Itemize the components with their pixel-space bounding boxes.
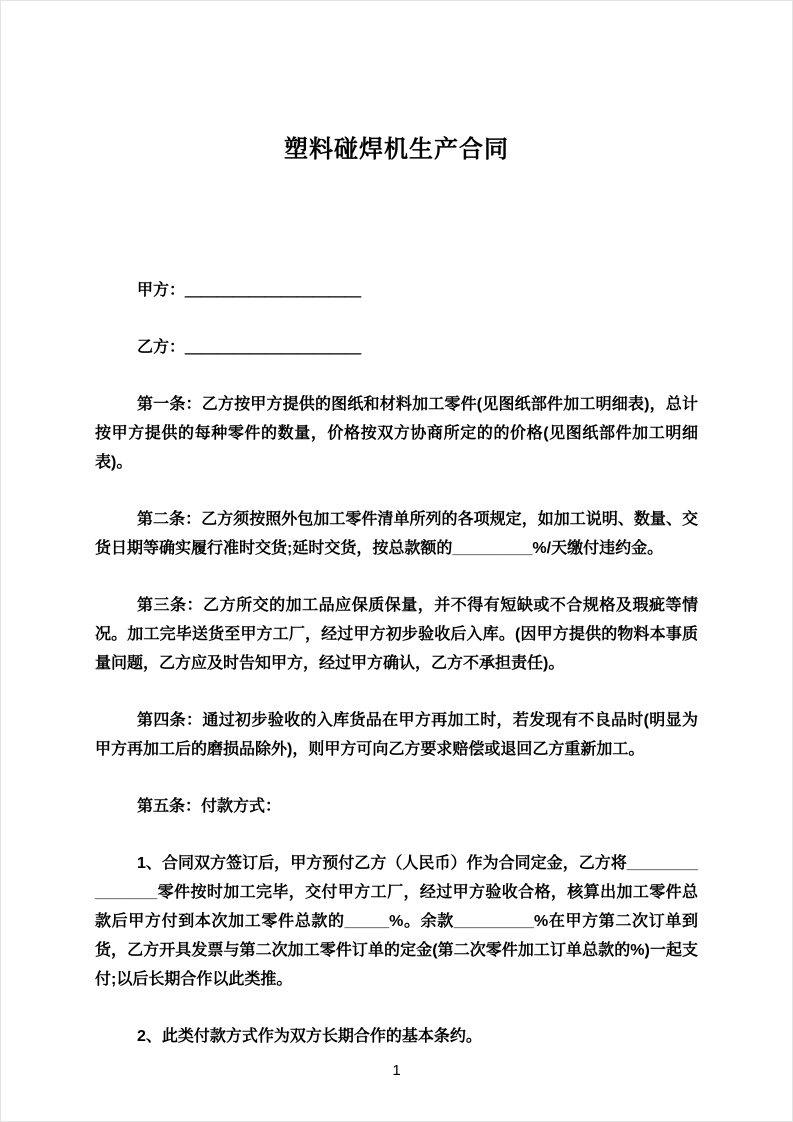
page-number: 1	[392, 1062, 401, 1079]
clause-1: 第一条：乙方按甲方提供的图纸和材料加工零件(见图纸部件加工明细表)，总计按甲方提供的每种零件的数量，价格按双方协商所定的的价格(见图纸部件加工明细表)。	[95, 396, 698, 471]
clause-4: 第四条：通过初步验收的入库货品在甲方再加工时，若发现有不良品时(明显为甲方再加工后的磨损品除外)，则甲方可向乙方要求赔偿或退回乙方重新加工。	[95, 712, 698, 758]
clause-2: 第二条：乙方须按照外包加工零件清单所列的各项规定，如加工说明、数量、交货日期等确实履行准时交货;延时交货，按总款额的_________%/天缴付违约金。	[95, 511, 698, 557]
document-title: 塑料碰焊机生产合同	[284, 136, 509, 163]
payment-terms-item-2: 2、此类付款方式作为双方长期合作的基本条约。	[137, 1028, 482, 1045]
clause-5-heading: 第五条：付款方式：	[137, 798, 282, 815]
party-b-line: 乙方：＿＿＿＿＿＿＿＿＿＿＿	[137, 339, 362, 356]
clause-3: 第三条：乙方所交的加工品应保质保量，并不得有短缺或不合规格及瑕疵等情况。加工完毕送货至甲方工厂，经过甲方初步验收后入库。(因甲方提供的物料本事质量问题，乙方应及时告知甲方，经过甲方确认，乙方不承担责任)。	[95, 597, 698, 672]
contract-clauses	[95, 390, 698, 1051]
parties-section	[95, 276, 698, 362]
payment-terms-item-1: 1、合同双方签订后，甲方预付乙方（人民币）作为合同定金，乙方将_______________零件按时加工完毕，交付甲方工厂，经过甲方验收合格，核算出加工零件总款后甲方付到本次加工零件总款的_____%。余款_________%在甲方第二次订单到货，乙方开具发票与第二次加工零件订单的定金(第二次零件加工订单总款的%)一起支付;以后长期合作以此类推。	[95, 855, 698, 988]
party-a-line: 甲方：＿＿＿＿＿＿＿＿＿＿＿	[137, 282, 362, 299]
